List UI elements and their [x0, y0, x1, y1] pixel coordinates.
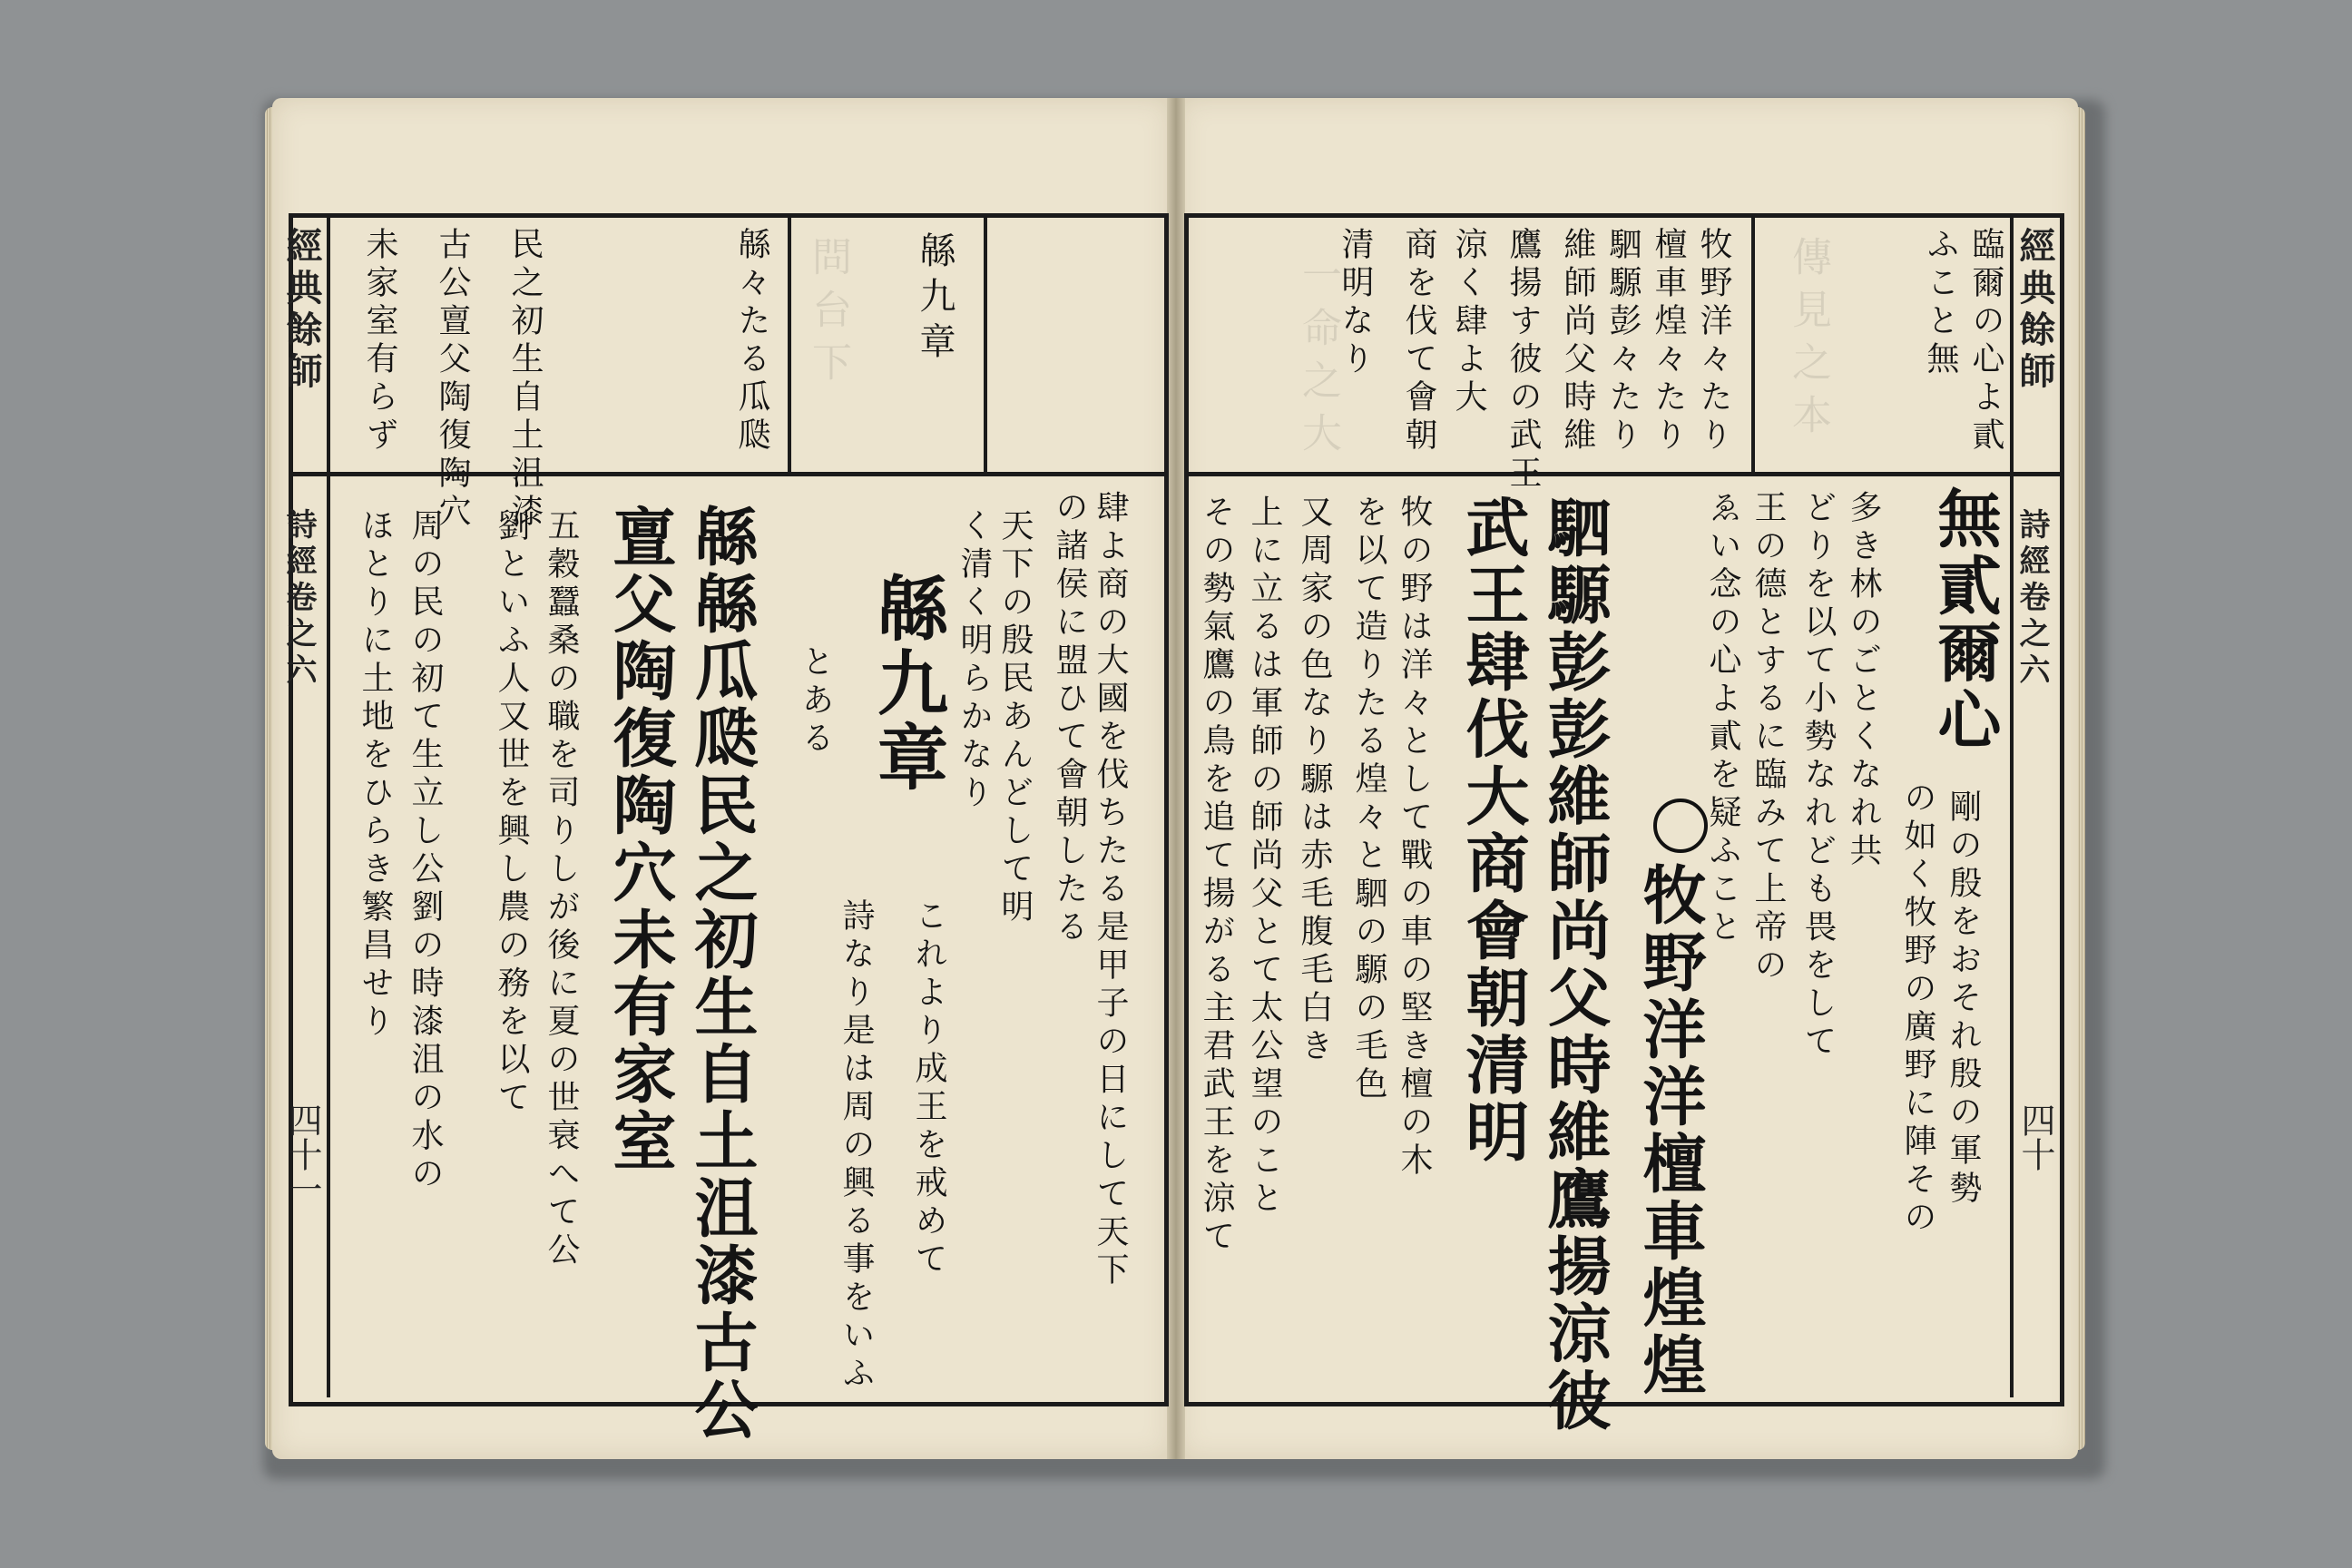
right-body-col: 牧の野は洋々として戰の車の堅き檀の木 [1396, 495, 1433, 1181]
right-body-col: を以て造りたる煌々と駟の騵の毛色 [1350, 495, 1387, 1104]
left-header-col: 民之初生自土沮漆 [506, 227, 544, 532]
left-folio-number: 四十一 [282, 1102, 322, 1206]
left-body-col: の諸侯に盟ひて會朝したる [1051, 490, 1088, 947]
left-body-col: 肆よ商の大國を伐ちたる是甲子の日にして天下 [1092, 490, 1129, 1290]
bleed-through-text: 一命之大 [1295, 254, 1341, 465]
bleed-through-text: 傳見之本 [1785, 236, 1831, 446]
left-body-col: これより成王を戒めて [910, 898, 947, 1279]
left-body-main-text: 亶父陶復陶穴未有家室 [603, 504, 678, 1175]
right-body-col: 多き林のごとくなれ共 [1845, 490, 1882, 871]
left-body-col: ほとりに土地をひらき繁昌せり [357, 508, 394, 1042]
right-body-main-text: 牧野洋洋檀車煌煌 [1632, 862, 1708, 1399]
left-header-rule [788, 218, 791, 472]
right-header-col: 檀車煌々たり [1650, 227, 1687, 456]
right-header-col: 牧野洋々たり [1695, 227, 1732, 456]
section-circle-mark [1653, 799, 1708, 853]
left-margin-subtitle: 詩經卷之六 [280, 508, 317, 690]
right-header-col: 駟騵彭々たり [1604, 227, 1642, 456]
left-body-col: 詩なり是は周の興る事をいふ [838, 898, 875, 1394]
left-header-divider [289, 472, 1169, 476]
bleed-through-text: 問台下 [805, 236, 851, 394]
right-margin-title: 經典餘師 [2014, 227, 2056, 394]
right-margin-subtitle: 詩經卷之六 [2014, 508, 2050, 690]
right-body-col: 上に立るは軍師の師尚父とて太公望のこと [1246, 495, 1283, 1219]
right-body-col: 剛の殷をおそれ殷の軍勢 [1945, 789, 1982, 1209]
right-body-main-text: 武王肆伐大商會朝清明 [1455, 495, 1531, 1166]
right-body-col: ゑい念の心よ貳を疑ふこと [1704, 490, 1741, 947]
right-header-divider [1184, 472, 2064, 476]
left-body-col: とある [797, 644, 834, 759]
right-body-col: の如く牧野の廣野に陣その [1899, 780, 1936, 1238]
right-header-col: 清明なり [1337, 227, 1374, 379]
right-body-title: 無貳爾心 [1927, 485, 2003, 754]
left-body-main-text: 緜緜瓜瓞民之初生自土沮漆古公 [684, 504, 760, 1444]
left-header-col: 緜々たる瓜瓞 [733, 227, 770, 456]
left-body-title: 緜九章 [866, 572, 948, 795]
right-body-col: 王の德とするに臨みて上帝の [1749, 490, 1787, 985]
right-margin-rule [2010, 218, 2014, 1397]
right-header-col: 涼く肆よ大 [1450, 227, 1487, 417]
left-body-col: く清く明らかなり [956, 508, 993, 813]
left-header-col: 古公亶父陶復陶穴 [434, 227, 471, 532]
left-margin-title: 經典餘師 [280, 227, 323, 394]
left-body-col: 劉といふ人又世を興し農の務を以て [493, 508, 530, 1118]
right-body-col: どりを以て小勢なれども畏をして [1799, 490, 1837, 1062]
right-body-col: 又周家の色なり騵は赤毛腹毛白き [1296, 495, 1333, 1066]
right-header-col: 商を伐て會朝 [1400, 227, 1437, 456]
right-header-col: 維師尚父時維 [1559, 227, 1596, 456]
left-body-col: 五穀蠶桑の職を司りしが後に夏の世衰へて公 [543, 508, 580, 1270]
left-margin-rule [327, 218, 330, 1397]
right-folio-number: 四十 [2015, 1102, 2055, 1171]
left-header-col: 未家室有らず [361, 227, 398, 456]
right-header-col: 臨爾の心よ貳 [1967, 227, 2004, 456]
right-body-col: その勢氣鷹の鳥を追て揚がる主君武王を涼て [1198, 495, 1235, 1257]
left-header-col: 緜九章 [914, 231, 956, 368]
left-header-rule [984, 218, 987, 472]
right-header-col: ふこと無 [1922, 227, 1959, 379]
right-header-col: 鷹揚す彼の武王 [1504, 227, 1542, 494]
right-header-rule [1751, 218, 1755, 472]
left-body-col: 天下の殷民あんどして明 [996, 508, 1034, 927]
right-body-main-text: 駟騵彭彭維師尚父時維鷹揚涼彼 [1537, 495, 1612, 1435]
left-body-col: 周の民の初て生立し公劉の時漆沮の水の [407, 508, 444, 1194]
book-gutter [1167, 98, 1185, 1459]
